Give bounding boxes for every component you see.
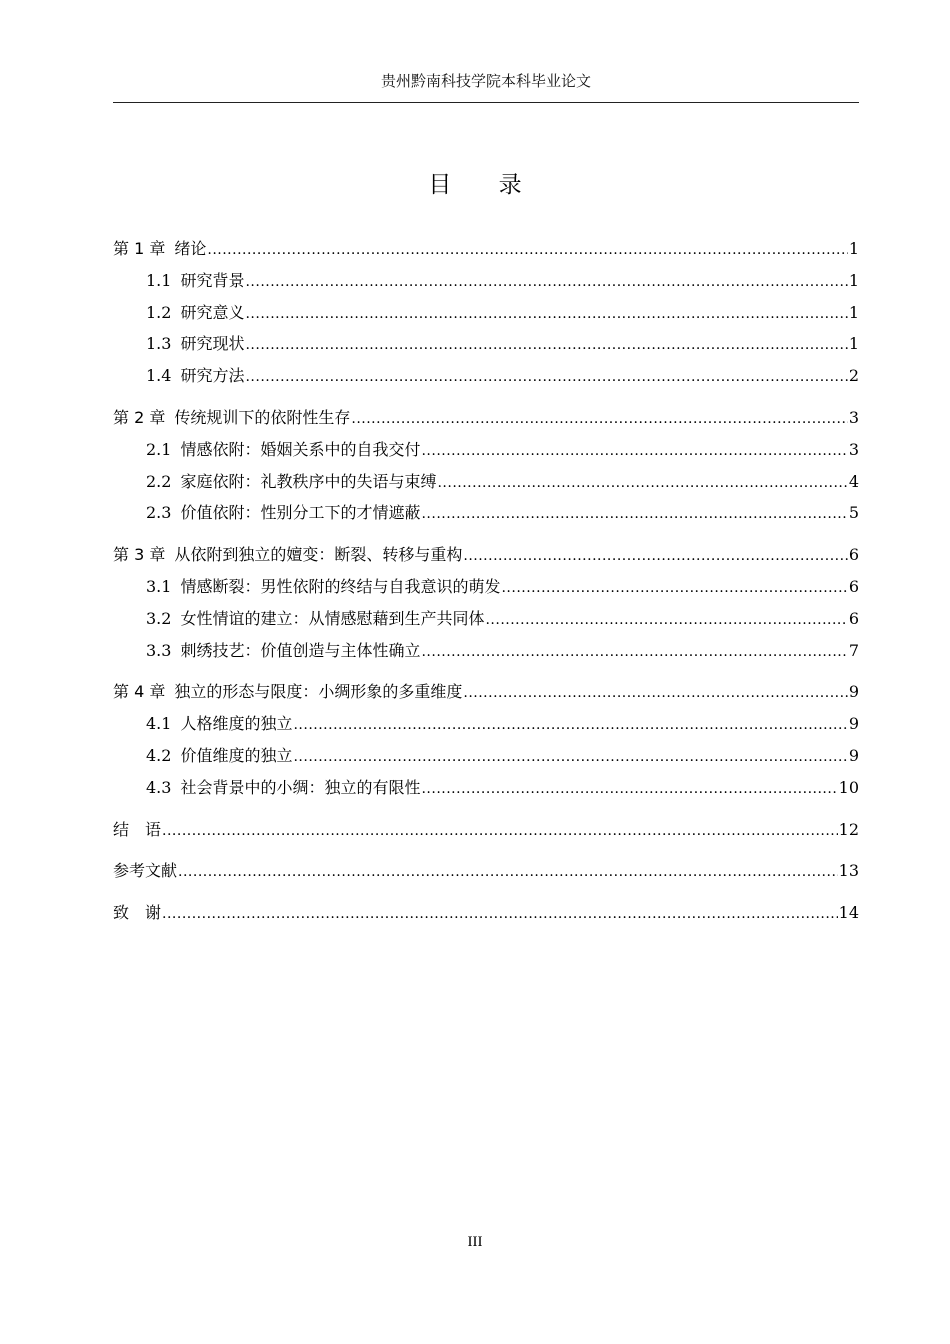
toc-entry-label: 绪论 (174, 239, 207, 258)
toc-section-entry[interactable] (113, 434, 859, 466)
toc-entry-number: 第 4 章 (113, 682, 166, 702)
toc-entry-label: 从依附到独立的嬗变：断裂、转移与重构 (174, 545, 463, 565)
toc-section-entry[interactable] (113, 466, 859, 498)
toc-entry-page: 10 (838, 777, 859, 797)
toc-section-entry[interactable] (113, 772, 859, 804)
toc-entry-label: 参考文献 (113, 861, 178, 881)
toc-section-entry[interactable] (113, 328, 859, 360)
toc-entry-number: 4.2 (146, 745, 172, 765)
toc-dot-leader (463, 676, 847, 710)
toc-dot-leader (293, 740, 847, 774)
toc-dot-leader (245, 297, 847, 331)
toc-entry-page: 7 (848, 640, 859, 660)
toc-entry-label: 家庭依附：礼教秩序中的失语与束缚 (180, 471, 437, 491)
toc-entry-number: 第 2 章 (113, 407, 166, 427)
toc-entry-number: 第 1 章 (113, 239, 166, 258)
toc-section-entry[interactable] (113, 497, 859, 529)
toc-entry-page: 6 (848, 576, 859, 596)
toc-entry-label: 传统规训下的依附性生存 (174, 407, 351, 427)
toc-entry-page: 5 (848, 503, 859, 523)
toc-entry-number: 第 3 章 (113, 545, 166, 565)
toc-entry-number: 3.3 (146, 640, 172, 660)
toc-entry-label: 刺绣技艺：价值创造与主体性确立 (180, 640, 421, 660)
toc-entry-page: 1 (848, 334, 859, 354)
toc-chapter-entry[interactable] (113, 814, 859, 846)
toc-chapter-entry[interactable] (113, 897, 859, 929)
toc-entry-page: 9 (848, 682, 859, 702)
toc-entry-number: 3.2 (146, 608, 172, 628)
toc-section-entry[interactable] (113, 265, 859, 297)
toc-chapter-entry[interactable] (113, 233, 859, 265)
toc-entry-label: 结 语 (113, 819, 162, 839)
toc-chapter-entry[interactable] (113, 855, 859, 887)
toc-section-entry[interactable] (113, 297, 859, 329)
page-number: III (467, 1234, 483, 1250)
toc-entry-page: 2 (848, 366, 859, 386)
toc-dot-leader (207, 233, 847, 267)
toc-entry-label: 独立的形态与限度：小绸形象的多重维度 (174, 682, 463, 702)
toc-entry-page: 3 (848, 439, 859, 459)
toc-entry-page: 1 (848, 239, 859, 258)
toc-entry-number: 4.3 (146, 777, 172, 797)
toc-entry-page: 3 (848, 407, 859, 427)
toc-entry-label: 女性情谊的建立：从情感慰藉到生产共同体 (180, 608, 485, 628)
toc-entry-label: 人格维度的独立 (180, 714, 293, 734)
toc-entry-number: 4.1 (146, 714, 172, 734)
toc-dot-leader (421, 497, 847, 531)
toc-entry-label: 社会背景中的小绸：独立的有限性 (180, 777, 421, 797)
toc-dot-leader (421, 434, 847, 468)
toc-entry-page: 14 (838, 903, 859, 923)
toc-section-entry[interactable] (113, 635, 859, 667)
toc-entry-page: 9 (848, 714, 859, 734)
toc-chapter-entry[interactable] (113, 539, 859, 571)
toc-dot-leader (421, 772, 837, 806)
toc-entry-number: 1.2 (146, 302, 172, 322)
toc-entry-page: 13 (838, 861, 859, 881)
toc-section-entry[interactable] (113, 360, 859, 392)
toc-chapter-entry[interactable] (113, 676, 859, 708)
toc-entry-page: 6 (848, 545, 859, 565)
toc-entry-number: 1.4 (146, 366, 172, 386)
toc-dot-leader (463, 539, 847, 573)
toc-entry-page: 1 (848, 302, 859, 322)
toc-dot-leader (485, 603, 847, 637)
toc-entry-number: 1.1 (146, 270, 172, 290)
page-header: 贵州黔南科技学院本科毕业论文 (380, 72, 591, 90)
toc-section-entry[interactable] (113, 740, 859, 772)
toc-entry-label: 研究背景 (180, 270, 245, 290)
toc-entry-number: 3.1 (146, 576, 172, 596)
toc-entry-label: 研究现状 (180, 334, 245, 354)
toc-dot-leader (351, 402, 847, 436)
toc-dot-leader (501, 571, 847, 605)
toc-dot-leader (421, 635, 847, 669)
toc-entry-number: 2.2 (146, 471, 172, 491)
toc-entry-label: 价值依附：性别分工下的才情遮蔽 (180, 503, 421, 523)
toc-entry-label: 情感依附：婚姻关系中的自我交付 (180, 439, 421, 459)
toc-dot-leader (437, 466, 847, 500)
toc-entry-label: 研究意义 (180, 302, 245, 322)
toc-entry-page: 9 (848, 745, 859, 765)
toc-entry-label: 研究方法 (180, 366, 245, 386)
toc-dot-leader (293, 708, 847, 742)
header-rule (113, 102, 859, 103)
toc-entry-number: 2.1 (146, 439, 172, 459)
toc-entry-page: 6 (848, 608, 859, 628)
toc-dot-leader (245, 265, 847, 299)
toc-entry-label: 价值维度的独立 (180, 745, 293, 765)
toc-entry-label: 致 谢 (113, 903, 162, 923)
toc-section-entry[interactable] (113, 571, 859, 603)
toc-entry-number: 1.3 (146, 334, 172, 354)
toc-dot-leader (245, 360, 847, 394)
toc-section-entry[interactable] (113, 708, 859, 740)
toc-dot-leader (162, 814, 838, 848)
toc-dot-leader (162, 897, 838, 931)
toc-dot-leader (245, 328, 847, 362)
table-of-contents (113, 233, 859, 929)
toc-chapter-entry[interactable] (113, 402, 859, 434)
toc-entry-label: 情感断裂：男性依附的终结与自我意识的萌发 (180, 576, 501, 596)
toc-title: 目 录 (428, 172, 542, 198)
toc-dot-leader (178, 855, 838, 889)
toc-entry-page: 4 (848, 471, 859, 491)
toc-entry-page: 1 (848, 270, 859, 290)
toc-entry-number: 2.3 (146, 503, 172, 523)
toc-entry-page: 12 (838, 819, 859, 839)
toc-section-entry[interactable] (113, 603, 859, 635)
